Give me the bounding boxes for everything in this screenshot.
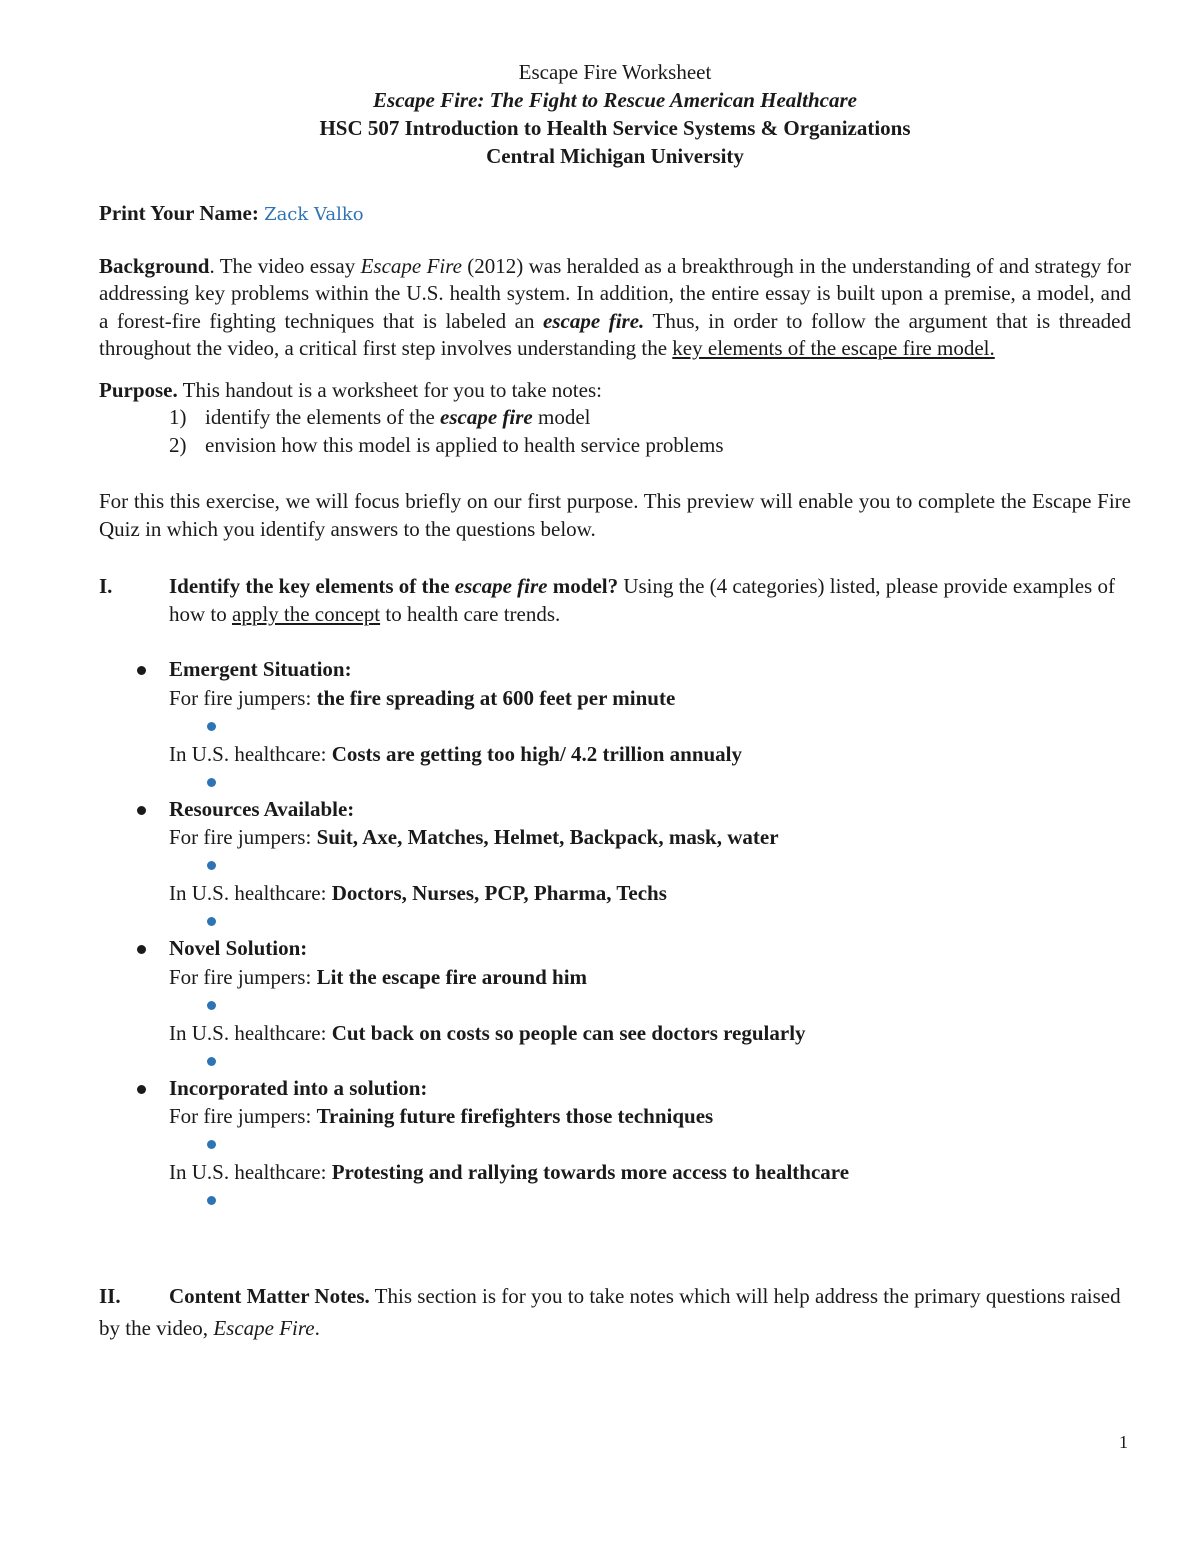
sub-bullet-icon	[207, 1196, 216, 1205]
section-1-text-2: to health care trends.	[380, 602, 561, 626]
sub-bullet-icon	[207, 722, 216, 731]
background-paragraph	[99, 253, 1131, 363]
section-2-film-title: Escape Fire	[213, 1316, 315, 1340]
category-list	[99, 656, 1131, 1214]
healthcare-row	[169, 1019, 1131, 1047]
exercise-paragraph: For this this exercise, we will focus briefly on our first purpose. This preview will enable you to complete the Escape Fire Quiz in which you identify answers to the questions below.	[99, 489, 1131, 541]
background-film-title: Escape Fire	[360, 253, 462, 278]
category-incorporated-solution	[99, 1075, 1131, 1215]
sub-bullet-icon	[207, 917, 216, 926]
university-name: Central Michigan University	[486, 144, 744, 168]
healthcare-label: In U.S. healthcare:	[169, 1160, 332, 1184]
section-2	[99, 1280, 1131, 1344]
course-name: HSC 507 Introduction to Health Service Systems & Organizations	[319, 116, 911, 140]
sub-bullet-icon	[207, 778, 216, 787]
section-1-underlined: apply the concept	[232, 602, 381, 626]
healthcare-row	[169, 740, 1131, 768]
section-1-bold-1: Identify the key elements of the	[169, 574, 455, 598]
healthcare-answer: Costs are getting too high/ 4.2 trillion annualy	[331, 741, 743, 766]
name-value: Zack Valko	[264, 204, 364, 225]
bullet-icon	[137, 945, 146, 954]
purpose-item-text-end: model	[532, 405, 591, 429]
purpose-item-text: identify the elements of the	[205, 405, 441, 429]
purpose-item-text: envision how this model is applied to health service problems	[205, 432, 724, 457]
healthcare-answer: Doctors, Nurses, PCP, Pharma, Techs	[331, 881, 667, 905]
healthcare-label: In U.S. healthcare:	[169, 1020, 332, 1045]
purpose-item-number: 2)	[169, 432, 187, 457]
fire-jumpers-row	[169, 823, 1131, 851]
section-2-bold: Content Matter Notes.	[169, 1284, 370, 1308]
section-2-text: This section is for you to take notes which will help address the primary questions raised by the video,	[99, 1284, 1121, 1340]
empty-sub-bullet	[169, 1130, 1131, 1158]
category-novel-solution	[99, 935, 1131, 1075]
healthcare-row	[169, 879, 1131, 907]
empty-sub-bullet	[169, 768, 1131, 796]
name-label: Print Your Name:	[99, 201, 259, 225]
sub-bullet-icon	[207, 1001, 216, 1010]
fire-jumpers-label: For fire jumpers:	[169, 964, 317, 989]
section-1-number: I.	[99, 574, 113, 598]
background-text-1: . The video essay	[209, 253, 361, 278]
empty-sub-bullet	[169, 1047, 1131, 1075]
healthcare-row	[169, 1158, 1131, 1186]
sub-bullet-icon	[207, 1057, 216, 1066]
empty-sub-bullet	[169, 712, 1131, 740]
category-emergent-situation	[99, 656, 1131, 796]
section-2-number: II.	[99, 1284, 121, 1308]
purpose-paragraph	[99, 377, 1131, 405]
fire-jumpers-label: For fire jumpers:	[169, 685, 317, 710]
fire-jumpers-row	[169, 1102, 1131, 1130]
empty-sub-bullet	[169, 851, 1131, 879]
purpose-list	[99, 404, 1131, 459]
empty-sub-bullet	[169, 907, 1131, 935]
fire-jumpers-row	[169, 684, 1131, 712]
name-line	[99, 200, 1131, 229]
background-label: Background	[99, 253, 210, 278]
category-title: Incorporated into a solution:	[169, 1075, 428, 1100]
bullet-icon	[137, 806, 146, 815]
purpose-item-number: 1)	[169, 405, 187, 429]
category-resources-available	[99, 796, 1131, 936]
purpose-item-emphasis: escape fire	[440, 405, 533, 429]
bullet-icon	[137, 1085, 146, 1094]
section-1-text-1: Using the (4 categories) listed, please provide examples of how to	[169, 574, 1115, 626]
document-subtitle: Escape Fire: The Fight to Rescue American Healthcare	[373, 88, 857, 112]
fire-jumpers-answer: the fire spreading at 600 feet per minute	[316, 685, 676, 710]
sub-bullet-icon	[207, 1140, 216, 1149]
sub-bullet-icon	[207, 861, 216, 870]
section-1-heading	[99, 572, 1131, 628]
fire-jumpers-label: For fire jumpers:	[169, 825, 317, 849]
purpose-item	[99, 432, 1131, 460]
document-title: Escape Fire Worksheet	[518, 60, 712, 84]
background-text-2: (2012) was heralded as a breakthrough in the understanding of and strategy for addressing key problems within the U.S. health system. In addition, the entire essay is built upon a premise, a model, and a forest-fire fighting techniques that is labeled an	[99, 253, 1131, 333]
fire-jumpers-answer: Training future firefighters those techniques	[316, 1104, 714, 1128]
category-title: Resources Available:	[169, 796, 355, 821]
purpose-item	[99, 404, 1131, 432]
background-underlined: key elements of the escape fire model.	[672, 336, 995, 360]
section-1-bold-2: model?	[547, 574, 619, 598]
document-header	[99, 58, 1131, 170]
fire-jumpers-row	[169, 963, 1131, 991]
page-number: 1	[1119, 1432, 1128, 1452]
healthcare-answer: Protesting and rallying towards more access to healthcare	[331, 1160, 850, 1184]
fire-jumpers-answer: Suit, Axe, Matches, Helmet, Backpack, mask, water	[316, 825, 779, 849]
section-2-end: .	[314, 1316, 320, 1340]
background-text-3: Thus, in order to follow the argument that is threaded throughout the video, a critical first step involves understanding the	[99, 308, 1131, 360]
fire-jumpers-label: For fire jumpers:	[169, 1104, 317, 1128]
section-1-bold-emphasis: escape fire	[454, 574, 548, 598]
purpose-text: This handout is a worksheet for you to take notes:	[177, 377, 602, 402]
purpose-label: Purpose.	[99, 377, 178, 402]
healthcare-label: In U.S. healthcare:	[169, 881, 332, 905]
healthcare-answer: Cut back on costs so people can see doctors regularly	[331, 1020, 806, 1045]
worksheet-page	[99, 58, 1131, 1344]
bullet-icon	[137, 666, 146, 675]
fire-jumpers-answer: Lit the escape fire around him	[316, 964, 588, 989]
empty-sub-bullet	[169, 1186, 1131, 1214]
background-term: escape fire.	[543, 308, 645, 333]
healthcare-label: In U.S. healthcare:	[169, 741, 332, 766]
empty-sub-bullet	[169, 991, 1131, 1019]
category-title: Emergent Situation:	[169, 657, 352, 681]
category-title: Novel Solution:	[169, 936, 308, 960]
